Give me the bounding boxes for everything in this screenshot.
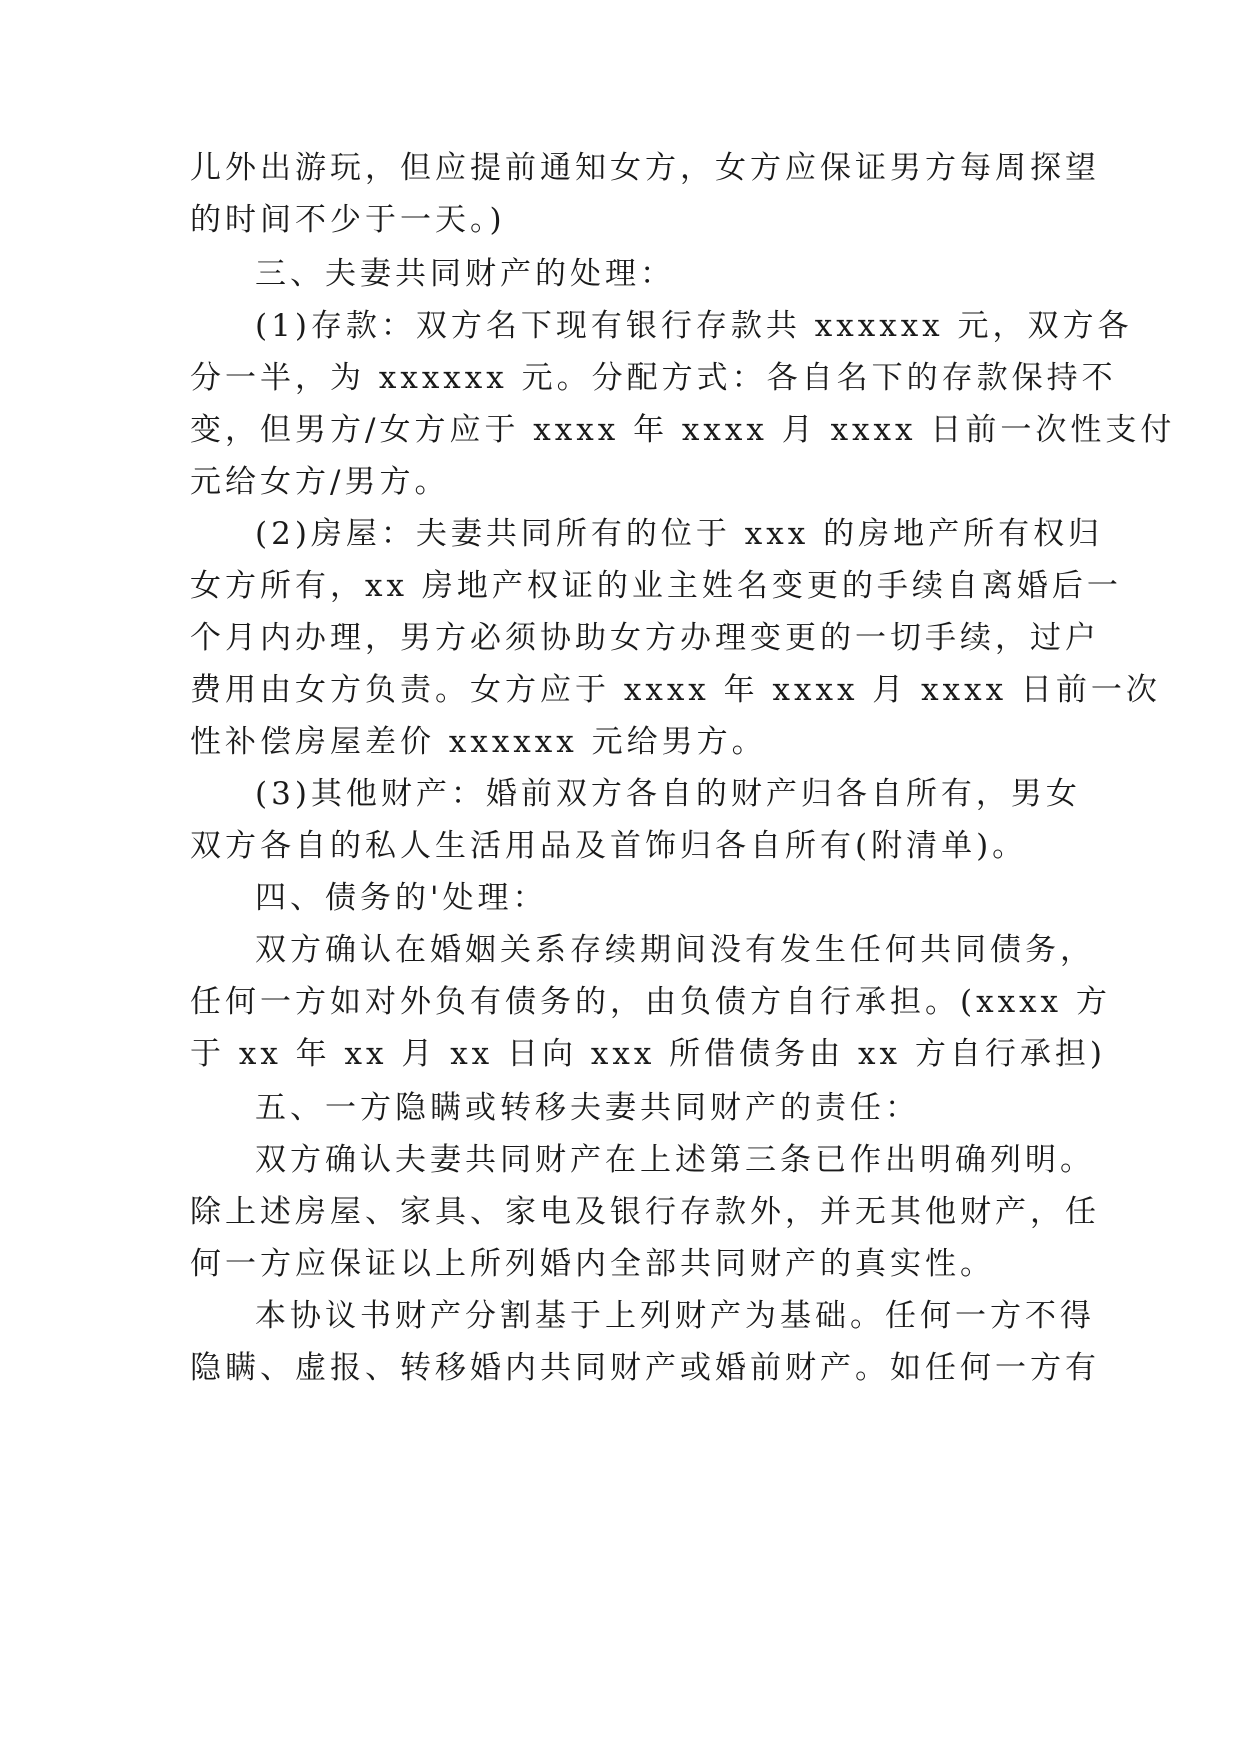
section-heading: 四、债务的'处理：	[255, 880, 548, 916]
text-line: (2)房屋：夫妻共同所有的位于 xxx 的房地产所有权归	[255, 516, 1104, 552]
text-line: 本协议书财产分割基于上列财产为基础。任何一方不得	[255, 1298, 1095, 1334]
text-line: 儿外出游玩，但应提前通知女方，女方应保证男方每周探望	[190, 150, 1100, 186]
text-line: 元给女方/男方。	[190, 464, 450, 500]
text-line: 双方各自的私人生活用品及首饰归各自所有(附清单)。	[190, 828, 1028, 864]
text-line: 变，但男方/女方应于 xxxx 年 xxxx 月 xxxx 日前一次性支付	[190, 412, 1176, 448]
text-line: 个月内办理，男方必须协助女方办理变更的一切手续，过户	[190, 620, 1100, 656]
text-line: 何一方应保证以上所列婚内全部共同财产的真实性。	[190, 1246, 995, 1282]
text-line: 分一半，为 xxxxxx 元。分配方式：各自名下的存款保持不	[190, 360, 1117, 396]
text-line: (3)其他财产：婚前双方各自的财产归各自所有，男女	[255, 776, 1081, 812]
text-line: 双方确认在婚姻关系存续期间没有发生任何共同债务，	[255, 932, 1095, 968]
text-line: 任何一方如对外负有债务的，由负债方自行承担。(xxxx 方	[190, 984, 1111, 1020]
text-line: 的时间不少于一天。)	[190, 202, 506, 238]
text-line: 费用由女方负责。女方应于 xxxx 年 xxxx 月 xxxx 日前一次	[190, 672, 1161, 708]
section-heading: 五、一方隐瞒或转移夫妻共同财产的责任：	[255, 1090, 920, 1126]
text-line: 于 xx 年 xx 月 xx 日向 xxx 所借债务由 xx 方自行承担)	[190, 1036, 1106, 1072]
text-line: 隐瞒、虚报、转移婚内共同财产或婚前财产。如任何一方有	[190, 1350, 1100, 1386]
text-line: 女方所有，xx 房地产权证的业主姓名变更的手续自离婚后一	[190, 568, 1122, 604]
text-line: 除上述房屋、家具、家电及银行存款外，并无其他财产，任	[190, 1194, 1100, 1230]
text-line: 双方确认夫妻共同财产在上述第三条已作出明确列明。	[255, 1142, 1095, 1178]
text-line: (1)存款：双方名下现有银行存款共 xxxxxx 元，双方各	[255, 308, 1133, 344]
text-line: 性补偿房屋差价 xxxxxx 元给男方。	[190, 724, 767, 760]
section-heading: 三、夫妻共同财产的处理：	[255, 256, 675, 292]
